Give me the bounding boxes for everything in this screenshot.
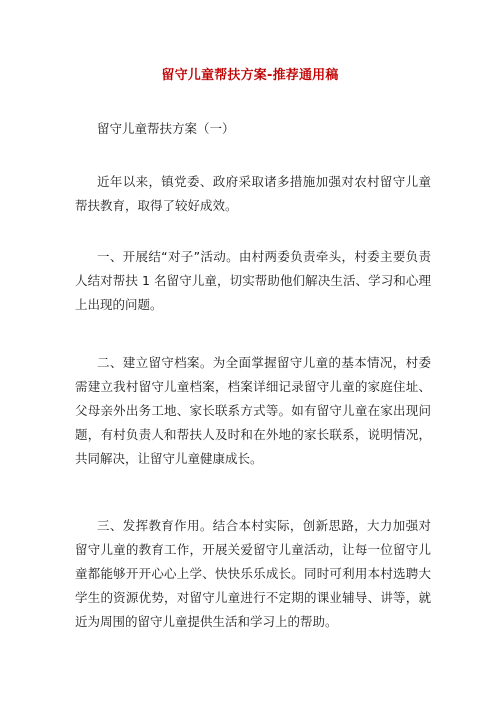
paragraph-intro: 近年以来，镇党委、政府采取诸多措施加强对农村留守儿童帮扶教育，取得了较好成效。 (75, 174, 431, 213)
paragraph-archive: 二、建立留守档案。为全面掌握留守儿童的基本情况，村委需建立我村留守儿童档案，档案详细记录留守儿童的家庭住址、父母亲外出务工地、家长联系方式等。如有留守儿童在家出现问题，有村负责人和帮扶人及时和在外地的家长联系，说明情况，共同解决，让留守儿童健康成长。 (75, 355, 431, 466)
paragraph-pairing: 一、开展结“对子”活动。由村两委负责牵头，村委主要负责人结对帮扶 1 名留守儿童，切实帮助他们解决生活、学习和心理上出现的问题。 (75, 249, 431, 312)
paragraph-education: 三、发挥教育作用。结合本村实际，创新思路，大力加强对留守儿童的教育工作，开展关爱留守儿童活动，让每一位留守儿童都能够开开心心上学、快快乐乐成长。同时可利用本村选聘大学生的资源优势，对留守儿童进行不定期的课业辅导、讲等，就近为周围的留守儿童提供生活和学习上的帮助。 (75, 518, 431, 629)
document-title: 留守儿童帮扶方案-推荐通用稿 (161, 68, 339, 83)
section-subheading: 留守儿童帮扶方案（一） (97, 121, 235, 136)
